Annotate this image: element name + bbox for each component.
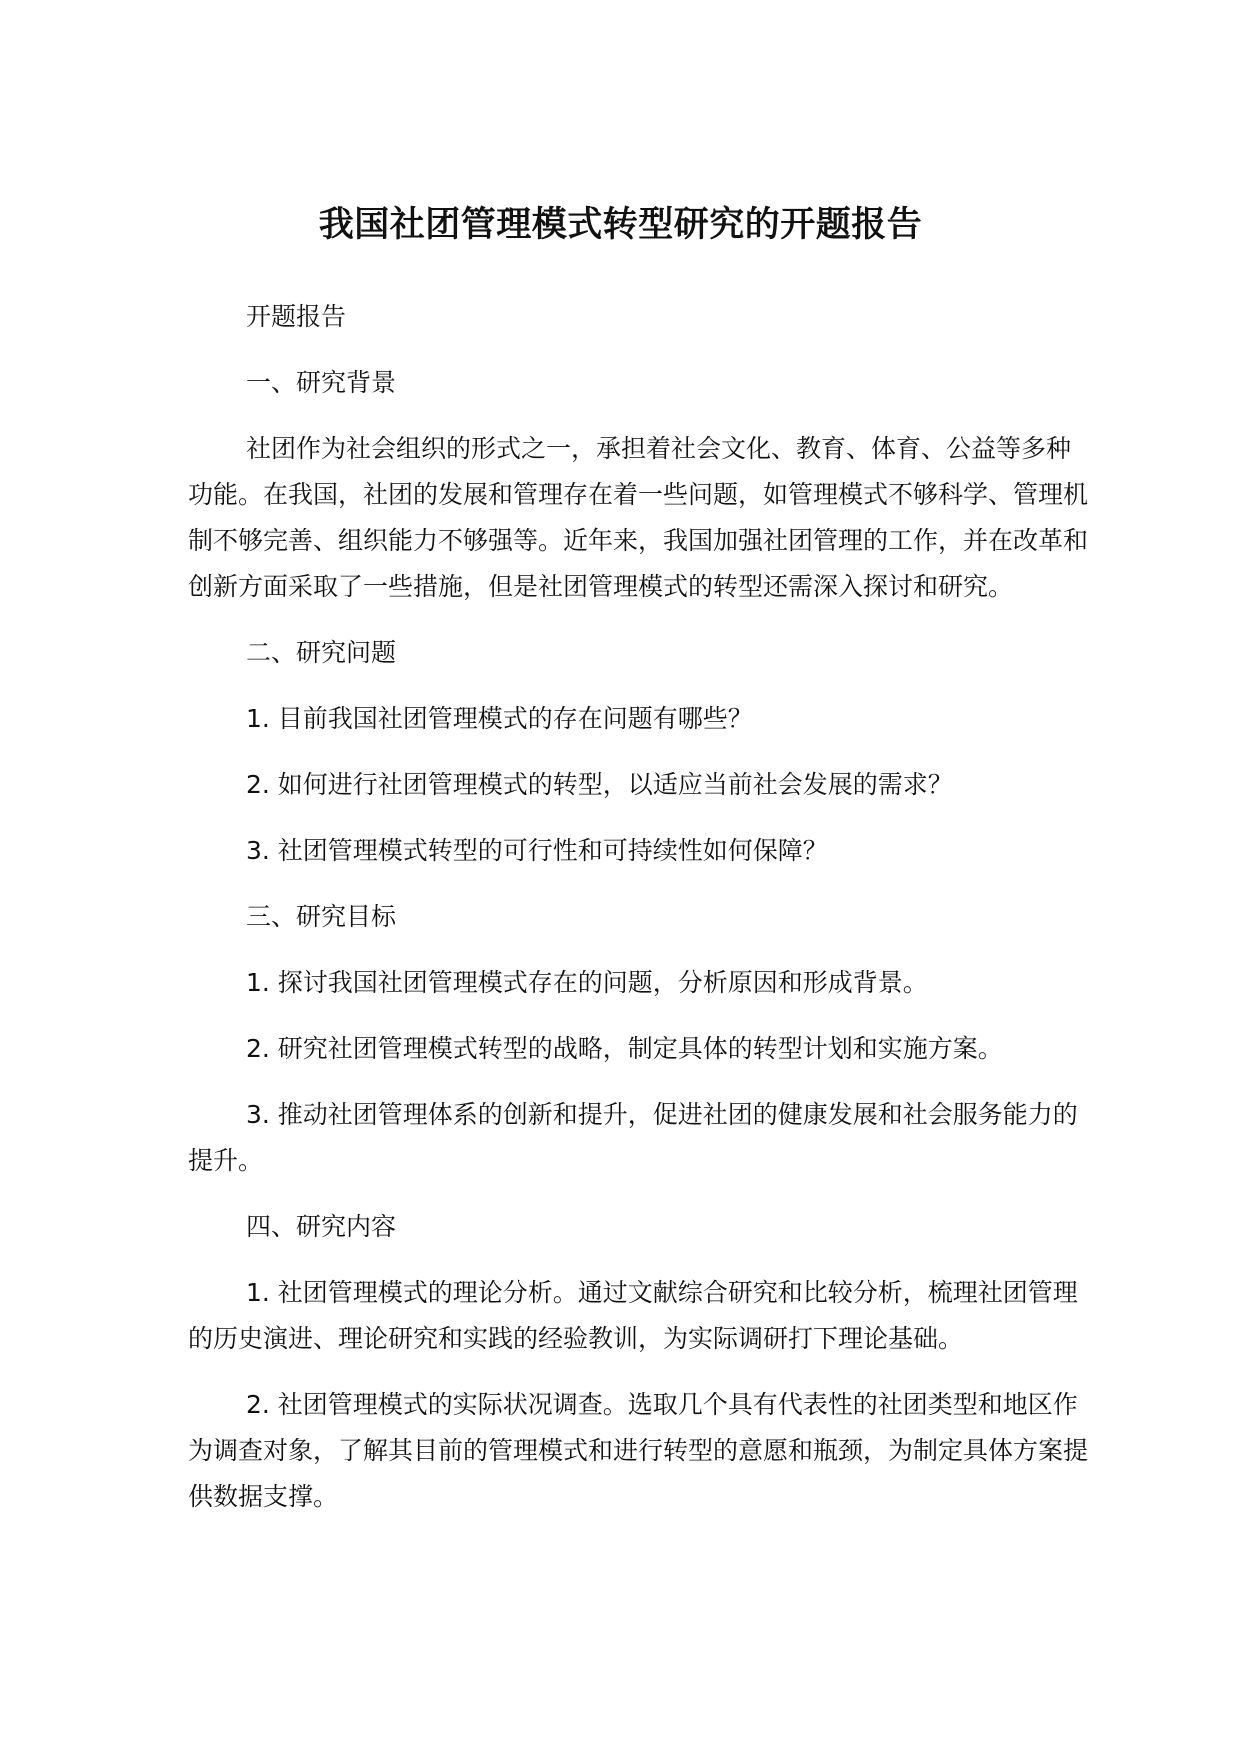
background-paragraph: 社团作为社会组织的形式之一，承担着社会文化、教育、体育、公益等多种功能。在我国，社团的发展和管理存在着一些问题，如管理模式不够科学、管理机制不够完善、组织能力不够强等。近年来，我国加强社团管理的工作，并在改革和创新方面采取了一些措施，但是社团管理模式的转型还需深入探讨和研究。	[188, 434, 1089, 601]
objective-item-1: 1. 探讨我国社团管理模式存在的问题，分析原因和形成背景。	[246, 968, 928, 997]
section-heading-content: 四、研究内容	[246, 1212, 397, 1241]
section-heading-background: 一、研究背景	[246, 368, 397, 397]
question-item-3: 3. 社团管理模式转型的可行性和可持续性如何保障？	[246, 836, 828, 865]
report-label: 开题报告	[246, 302, 347, 331]
content-item-1: 1. 社团管理模式的理论分析。通过文献综合研究和比较分析，梳理社团管理的历史演进、理论研究和实践的经验教训，为实际调研打下理论基础。	[188, 1278, 1078, 1353]
content-item-2: 2. 社团管理模式的实际状况调查。选取几个具有代表性的社团类型和地区作为调查对象，了解其目前的管理模式和进行转型的意愿和瓶颈，为制定具体方案提供数据支撑。	[188, 1390, 1089, 1511]
document-title: 我国社团管理模式转型研究的开题报告	[318, 205, 923, 246]
question-item-2: 2. 如何进行社团管理模式的转型，以适应当前社会发展的需求？	[246, 770, 953, 799]
question-item-1: 1. 目前我国社团管理模式的存在问题有哪些？	[246, 704, 753, 733]
objective-item-3: 3. 推动社团管理体系的创新和提升，促进社团的健康发展和社会服务能力的提升。	[188, 1100, 1078, 1175]
section-heading-objectives: 三、研究目标	[246, 902, 397, 931]
document-body	[188, 294, 1088, 1540]
section-heading-questions: 二、研究问题	[246, 638, 397, 667]
objective-item-2: 2. 研究社团管理模式转型的战略，制定具体的转型计划和实施方案。	[246, 1034, 1003, 1063]
